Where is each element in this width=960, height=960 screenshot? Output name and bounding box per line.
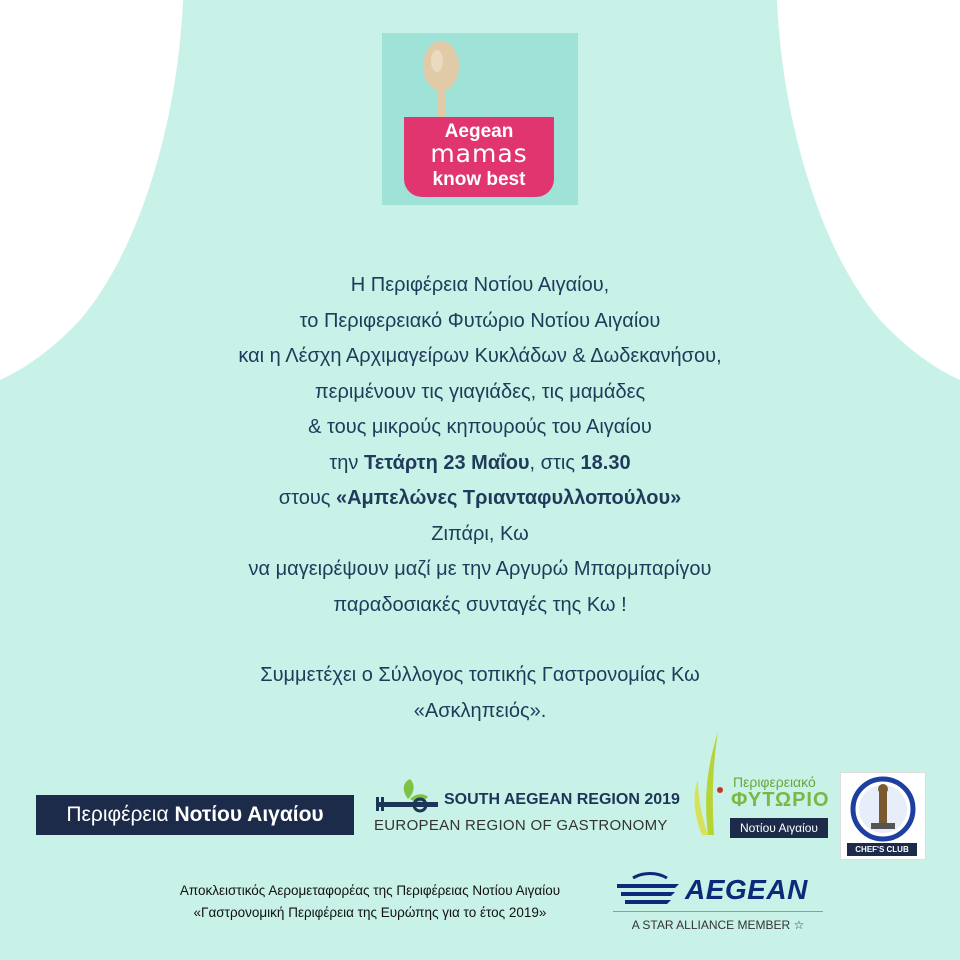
gastronomy-subtitle: EUROPEAN REGION OF GASTRONOMY xyxy=(374,817,668,834)
leaf-fork-icon xyxy=(372,777,444,817)
nursery-line-1: Περιφερειακό xyxy=(733,774,816,790)
event-date: Τετάρτη 23 Μαΐου xyxy=(363,451,530,474)
invitation-line: να μαγειρέψουν μαζί με την Αργυρώ Μπαρμπαρίγου xyxy=(248,558,712,580)
star-alliance-tagline: A STAR ALLIANCE MEMBER ☆ xyxy=(631,918,805,932)
date-prefix: την xyxy=(329,451,364,474)
date-mid: , στις xyxy=(529,451,581,474)
nursery-line-3: Νοτίου Αιγαίου xyxy=(730,818,828,838)
invitation-venue-line xyxy=(0,481,960,517)
aegean-wave-icon xyxy=(613,870,683,910)
invitation-line: παραδοσιακές συνταγές της Κω ! xyxy=(333,593,627,616)
chefs-club-label: CHEF'S CLUB xyxy=(847,843,917,856)
sprout-icon xyxy=(686,730,736,840)
aegean-mamas-logo xyxy=(382,33,578,205)
south-aegean-region-logo xyxy=(36,795,354,835)
invitation-line: και η Λέσχη Αρχιμαγείρων Κυκλάδων & Δωδεκανήσου, xyxy=(238,345,722,367)
aegean-divider xyxy=(613,911,823,912)
invitation-line: το Περιφερειακό Φυτώριο Νοτίου Αιγαίου xyxy=(299,309,661,332)
logo-line-aegean: Aegean xyxy=(444,121,514,142)
region-logo-bold: Νοτίου Αιγαίου xyxy=(174,803,324,826)
invitation-line: & τους μικρούς κηπουρούς του Αιγαίου xyxy=(308,416,652,438)
invitation-line: Η Περιφέρεια Νοτίου Αιγαίου, xyxy=(350,274,610,296)
invitation-date-line xyxy=(0,446,960,482)
footer-line: «Γαστρονομική Περιφέρεια της Ευρώπης για το έτος 2019» xyxy=(193,905,547,920)
invitation-line: Συμμετέχει ο Σύλλογος τοπικής Γαστρονομίας Κω xyxy=(260,664,700,686)
aegean-wordmark: AEGEAN xyxy=(685,874,808,905)
aegean-airlines-logo xyxy=(613,870,823,940)
footer-line: Αποκλειστικός Αερομεταφορέας της Περιφέρειας Νοτίου Αιγαίου xyxy=(179,883,561,898)
gastronomy-title: SOUTH AEGEAN REGION 2019 xyxy=(444,791,680,808)
invitation-line: Ζιπάρι, Κω xyxy=(431,522,529,545)
venue-prefix: στους xyxy=(278,487,336,509)
logo-line-mamas: mamas xyxy=(430,139,528,168)
logo-pink-panel xyxy=(404,117,554,197)
event-time: 18.30 xyxy=(580,451,631,474)
logo-line-know-best: know best xyxy=(432,169,526,190)
chefs-club-logo xyxy=(840,772,926,860)
invitation-line: περιμένουν τις γιαγιάδες, τις μαμάδες xyxy=(314,380,646,403)
regional-nursery-logo xyxy=(686,730,828,840)
region-logo-light: Περιφέρεια xyxy=(66,803,175,826)
nursery-line-2: ΦΥΤΩΡΙΟ xyxy=(731,789,830,811)
sponsor-logos xyxy=(0,730,960,870)
event-venue: «Αμπελώνες Τριανταφυλλοπούλου» xyxy=(335,487,682,509)
gastronomy-region-logo xyxy=(372,777,680,837)
footer-text xyxy=(120,880,620,924)
invitation-line: «Ασκληπειός». xyxy=(413,699,547,722)
invitation-text xyxy=(0,268,960,729)
